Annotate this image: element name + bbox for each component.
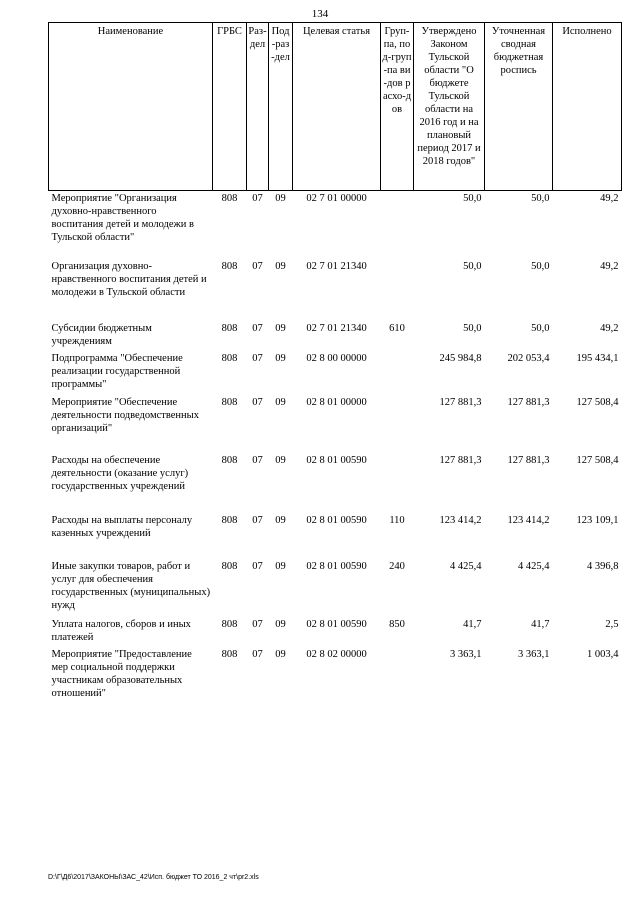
table-row xyxy=(49,259,622,321)
row-name: Мероприятие "Предоставление мер социальной поддержки участникам образовательных отношений" xyxy=(51,648,192,699)
row-podrazdel: 09 xyxy=(275,514,286,526)
page-number: 134 xyxy=(311,8,329,20)
row-tselevaya: 02 7 01 21340 xyxy=(306,322,367,334)
row-razdel: 07 xyxy=(252,560,263,572)
row-refined: 4 425,4 xyxy=(518,560,550,572)
row-grbs: 808 xyxy=(221,260,238,272)
row-grbs: 808 xyxy=(221,352,238,364)
row-razdel: 07 xyxy=(252,322,263,334)
row-tselevaya: 02 8 01 00000 xyxy=(306,396,367,408)
row-razdel: 07 xyxy=(252,454,263,466)
row-grbs: 808 xyxy=(221,648,238,660)
row-refined: 50,0 xyxy=(531,193,550,204)
header-refined: Уточненная сводная бюджетная роспись xyxy=(485,23,553,191)
row-name: Мероприятие "Организация духовно-нравственного воспитания детей и молодежи в Тульской области" xyxy=(51,193,195,243)
header-executed: Исполнено xyxy=(553,23,622,191)
row-approved: 123 414,2 xyxy=(439,514,482,526)
row-refined: 41,7 xyxy=(531,618,550,630)
header-podrazdel: Под-раз-дел xyxy=(269,23,293,191)
row-executed: 49,2 xyxy=(600,322,619,334)
header-razdel: Раз-дел xyxy=(247,23,269,191)
row-tselevaya: 02 8 00 00000 xyxy=(306,352,367,364)
header-tselevaya: Целевая статья xyxy=(293,23,381,191)
row-razdel: 07 xyxy=(252,352,263,364)
row-executed: 127 508,4 xyxy=(576,396,619,408)
row-refined: 50,0 xyxy=(531,260,550,272)
row-executed: 123 109,1 xyxy=(576,514,619,526)
row-executed: 2,5 xyxy=(605,618,619,630)
row-gruppa xyxy=(381,453,414,513)
table-row xyxy=(49,647,622,705)
table-row xyxy=(49,559,622,617)
table-row xyxy=(49,321,622,351)
row-approved: 4 425,4 xyxy=(450,560,482,572)
row-podrazdel: 09 xyxy=(275,193,286,204)
row-podrazdel: 09 xyxy=(275,396,286,408)
row-grbs: 808 xyxy=(221,514,238,526)
row-name: Организация духовно-нравственного воспитания детей и молодежи в Тульской области xyxy=(51,260,207,298)
row-grbs: 808 xyxy=(221,560,238,572)
row-approved: 50,0 xyxy=(463,322,482,334)
row-grbs: 808 xyxy=(221,454,238,466)
row-tselevaya: 02 8 02 00000 xyxy=(306,648,367,660)
row-executed: 1 003,4 xyxy=(587,648,619,660)
row-podrazdel: 09 xyxy=(275,260,286,272)
row-podrazdel: 09 xyxy=(275,648,286,660)
row-refined: 127 881,3 xyxy=(507,396,550,408)
table-row xyxy=(49,617,622,647)
row-approved: 3 363,1 xyxy=(450,648,482,660)
row-approved: 50,0 xyxy=(463,260,482,272)
row-grbs: 808 xyxy=(221,322,238,334)
file-path-footer: D:\Г\Д6\2017\ЗАКОНЫ\ЗАС_42\Исп. бюджет ТО 2016_2 чт\pr2.xls xyxy=(48,874,259,881)
row-name: Подпрограмма "Обеспечение реализации государственной программы" xyxy=(51,352,183,390)
row-tselevaya: 02 8 01 00590 xyxy=(306,454,367,466)
table-body xyxy=(49,191,622,705)
table-header xyxy=(49,23,622,191)
row-refined: 50,0 xyxy=(531,322,550,334)
row-tselevaya: 02 8 01 00590 xyxy=(306,560,367,572)
row-gruppa: 240 xyxy=(389,560,405,572)
row-razdel: 07 xyxy=(252,648,263,660)
header-grbs: ГРБС xyxy=(213,23,247,191)
row-refined: 3 363,1 xyxy=(518,648,550,660)
row-executed: 195 434,1 xyxy=(576,352,619,364)
row-tselevaya: 02 8 01 00590 xyxy=(306,618,367,630)
row-razdel: 07 xyxy=(252,193,263,204)
table-row xyxy=(49,453,622,513)
header-approved: Утверждено Законом Тульской области "О бюджете Тульской области на 2016 год и на плановый период 2017 и 2018 годов" xyxy=(414,23,485,191)
row-name: Уплата налогов, сборов и иных платежей xyxy=(51,618,191,643)
row-name: Расходы на выплаты персоналу казенных учреждений xyxy=(51,514,193,539)
row-name: Субсидии бюджетным учреждениям xyxy=(51,322,152,347)
table-row xyxy=(49,513,622,559)
row-tselevaya: 02 7 01 21340 xyxy=(306,260,367,272)
row-name: Расходы на обеспечение деятельности (оказание услуг) государственных учреждений xyxy=(51,454,189,492)
row-name: Мероприятие "Обеспечение деятельности подведомственных организаций" xyxy=(51,396,199,434)
row-podrazdel: 09 xyxy=(275,454,286,466)
row-executed: 4 396,8 xyxy=(587,560,619,572)
row-razdel: 07 xyxy=(252,514,263,526)
row-podrazdel: 09 xyxy=(275,618,286,630)
budget-table xyxy=(48,22,622,705)
row-refined: 123 414,2 xyxy=(507,514,550,526)
row-gruppa xyxy=(381,395,414,453)
row-grbs: 808 xyxy=(221,396,238,408)
table-row xyxy=(49,395,622,453)
row-gruppa xyxy=(381,259,414,321)
row-podrazdel: 09 xyxy=(275,560,286,572)
row-gruppa xyxy=(381,351,414,395)
row-gruppa: 850 xyxy=(389,618,405,630)
row-razdel: 07 xyxy=(252,618,263,630)
row-gruppa: 110 xyxy=(389,514,405,526)
row-tselevaya: 02 7 01 00000 xyxy=(306,193,367,204)
row-grbs: 808 xyxy=(221,193,238,204)
row-tselevaya: 02 8 01 00590 xyxy=(306,514,367,526)
row-podrazdel: 09 xyxy=(275,322,286,334)
row-gruppa xyxy=(381,647,414,705)
row-approved: 50,0 xyxy=(463,193,482,204)
row-approved: 127 881,3 xyxy=(439,454,482,466)
row-refined: 202 053,4 xyxy=(507,352,550,364)
row-gruppa: 610 xyxy=(389,322,405,334)
row-name: Иные закупки товаров, работ и услуг для обеспечения государственных (муниципальных) нужд xyxy=(51,560,211,611)
row-razdel: 07 xyxy=(252,260,263,272)
table-row xyxy=(49,351,622,395)
header-gruppa: Груп-па, под-груп-па ви-дов расхо-дов xyxy=(381,23,414,191)
row-grbs: 808 xyxy=(221,618,238,630)
row-approved: 41,7 xyxy=(463,618,482,630)
row-refined: 127 881,3 xyxy=(507,454,550,466)
row-podrazdel: 09 xyxy=(275,352,286,364)
row-approved: 245 984,8 xyxy=(439,352,482,364)
row-executed: 127 508,4 xyxy=(576,454,619,466)
row-gruppa xyxy=(381,191,414,259)
row-razdel: 07 xyxy=(252,396,263,408)
table-row xyxy=(49,191,622,259)
row-executed: 49,2 xyxy=(600,260,619,272)
header-name: Наименование xyxy=(49,23,213,191)
row-executed: 49,2 xyxy=(600,193,619,204)
row-approved: 127 881,3 xyxy=(439,396,482,408)
